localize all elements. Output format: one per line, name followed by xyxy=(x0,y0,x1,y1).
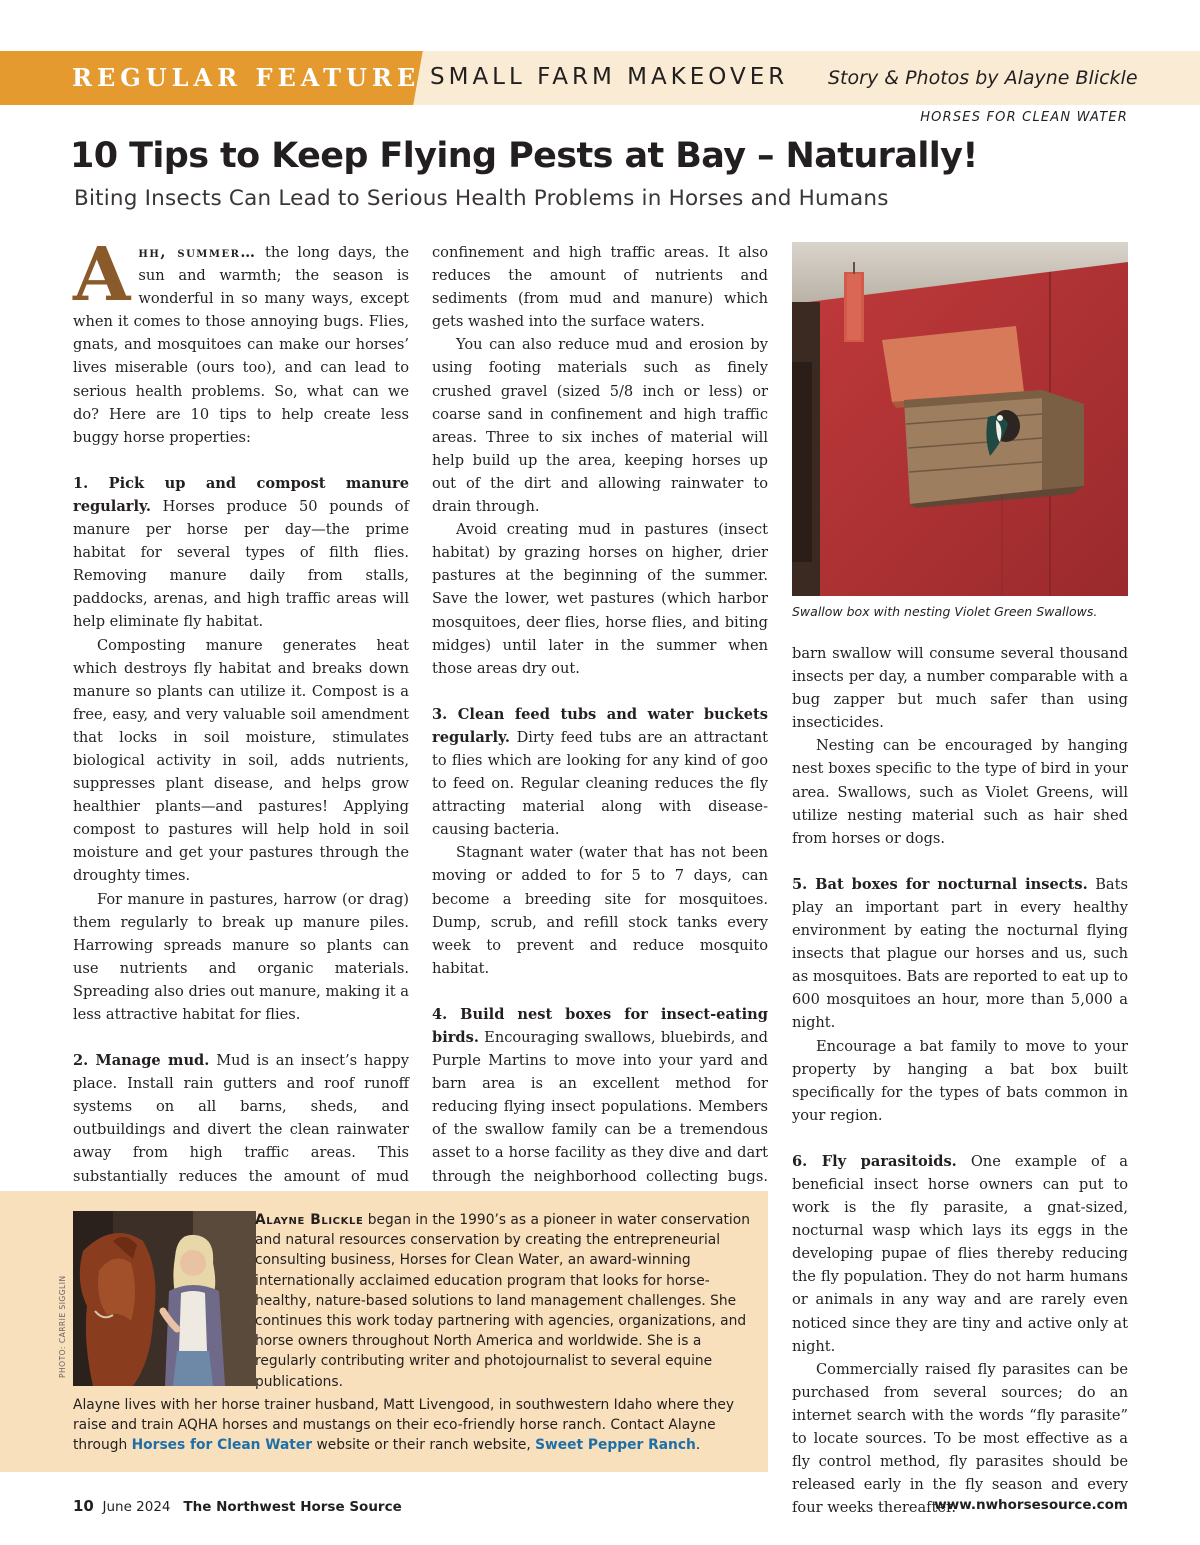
publication-name: The Northwest Horse Source xyxy=(183,1499,402,1515)
author-contact-end: . xyxy=(695,1437,701,1454)
article-title: 10 Tips to Keep Flying Pests at Bay – Naturally! xyxy=(70,136,978,176)
regular-feature-label: REGULAR FEATURE xyxy=(72,63,421,92)
swallow-box-photo xyxy=(792,242,1128,596)
article-subtitle: Biting Insects Can Lead to Serious Health Problems in Horses and Humans xyxy=(74,186,889,211)
page-footer xyxy=(73,1497,402,1515)
photo-credit: PHOTO: CARRIE SIGGLIN xyxy=(58,1275,67,1378)
tip-2-heading: 2. Manage mud. xyxy=(73,1052,210,1070)
horses-for-clean-water-link[interactable]: Horses for Clean Water xyxy=(131,1437,313,1454)
intro-paragraph xyxy=(73,232,410,449)
swallow-continuation-paragraph: barn swallow will consume several thousand insects per day, a number comparable with a bug zapper but much safer than using insecticides. xyxy=(792,645,1128,732)
section-tag: HORSES FOR CLEAN WATER xyxy=(920,110,1128,125)
mud-continuation-paragraph: confinement and high traffic areas. It also reduces the amount of nutrients and sediments (from mud and manure) which gets washed into the surface waters. xyxy=(432,244,768,331)
stagnant-water-paragraph: Stagnant water (water that has not been moving or added to for 5 to 7 days, can become a breeding site for mosquitoes. Dump, scrub, and refill stock tanks every week to prevent and reduce mosquito habitat. xyxy=(432,844,768,977)
series-title: SMALL FARM MAKEOVER xyxy=(430,64,789,90)
tip-4-paragraph xyxy=(432,1003,768,1211)
website-url[interactable]: www.nwhorsesource.com xyxy=(934,1497,1128,1513)
tip-2-text: Mud is an insect’s happy place. Install rain gutters and roof runoff systems on all barns, sheds, and outbuildings and divert the clean rainwater away from high traffic areas. This substantially reduces the amount of mud xyxy=(73,1052,409,1185)
tip-4-heading: 4. Build nest boxes for insect-eating birds. xyxy=(432,1005,768,1046)
sweet-pepper-ranch-link[interactable]: Sweet Pepper Ranch xyxy=(535,1437,696,1454)
tip-3-text: Dirty feed tubs are an attractant to flies which are looking for any kind of goo to feed on. Regular cleaning reduces the fly attracting material along with disease-causing bacteria. xyxy=(432,728,768,839)
issue-date: June 2024 xyxy=(102,1499,171,1515)
tip-6-paragraph xyxy=(792,1150,1128,1358)
tip-1-harrow-paragraph: For manure in pastures, harrow (or drag) them regularly to break up manure piles. Harrowing spreads manure so plants can use nutrients and organic materials. Spreading also dries out manure, making it a less attractive habitat for flies. xyxy=(73,890,409,1023)
tip-5-text: Bats play an important part in every healthy environment by eating the nocturnal flying insects that plague our horses and us, such as mosquitoes. Bats are reported to eat up to 600 mosquitoes an hour, more than 5,000 a night. xyxy=(792,875,1128,1032)
photo-caption: Swallow box with nesting Violet Green Swallows. xyxy=(792,604,1098,619)
tip-5-paragraph xyxy=(792,873,1128,1035)
author-bio xyxy=(255,1210,755,1392)
tip-6-text: One example of a beneficial insect horse owners can put to work is the fly parasite, a gnat-sized, nocturnal wasp which lays its eggs in the developing pupae of flies thereby reducing the fly population. They do not harm humans or animals in any way and are rarely even noticed since they are tiny and active only at night. xyxy=(792,1152,1128,1355)
tip-6-heading: 6. Fly parasitoids. xyxy=(792,1152,957,1170)
nesting-paragraph: Nesting can be encouraged by hanging nest boxes specific to the type of bird in your area. Swallows, such as Violet Greens, will utilize nesting material such as hair shed from horses or dogs. xyxy=(792,737,1128,847)
tip-5-heading: 5. Bat boxes for nocturnal insects. xyxy=(792,875,1088,893)
author-photo xyxy=(73,1211,256,1386)
author-contact xyxy=(73,1395,763,1456)
article-column-1 xyxy=(73,232,410,1211)
page-number: 10 xyxy=(73,1497,94,1515)
article-column-3 xyxy=(792,642,1128,1519)
author-contact-text-2: website or their ranch website, xyxy=(312,1437,536,1454)
article-column-2 xyxy=(432,241,768,1211)
fly-parasite-paragraph: Commercially raised fly parasites can be purchased from several sources; do an internet search with the words “fly parasite” to locate sources. To be most effective as a fly control method, fly parasites should be released early in the fly season and every four weeks thereafter. xyxy=(792,1360,1128,1517)
tip-1-text: Horses produce 50 pounds of manure per horse per day—the prime habitat for several types of filth flies. Removing manure daily from stalls, paddocks, arenas, and high traffic areas will help eliminate fly habitat. xyxy=(73,497,409,631)
author-bio-text: began in the 1990’s as a pioneer in water conservation and natural resources conservation by creating the entrepreneurial consulting business, Horses for Clean Water, an award-winning internationally acclaimed education program that looks for horse-healthy, nature-based solutions to land management challenges. She continues this work today partnering with agencies, organizations, and horse owners throughout North America and worldwide. She is a regularly contributing writer and photojournalist to several equine publications. xyxy=(255,1212,750,1390)
bat-family-paragraph: Encourage a bat family to move to your property by hanging a bat box built specifically for the types of bats common in your region. xyxy=(792,1037,1128,1124)
tip-3-paragraph xyxy=(432,703,768,842)
tip-1-paragraph xyxy=(73,472,409,634)
intro-lead-in: hh, summer… xyxy=(138,244,257,261)
tip-4-text: Encouraging swallows, bluebirds, and Purple Martins to move into your yard and barn area is an excellent method for reducing flying insect populations. Members of the swallow family can be a tremendous asset to a horse facility as they dive and dart through the neighborhood collecting bugs. xyxy=(432,1029,768,1185)
author-contact-text: Alayne lives with her horse trainer husband, Matt Livengood, in southwestern Idaho where they raise and train AQHA horses and mustangs on their eco-friendly horse ranch. Contact Alayne through xyxy=(73,1397,735,1454)
author-name: Alayne Blickle xyxy=(255,1212,364,1228)
tip-1-compost-paragraph: Composting manure generates heat which destroys fly habitat and breaks down manure so plants can utilize it. Compost is a free, easy, and very valuable soil amendment that locks in soil moisture, stimulates biological activity in soil, adds nutrients, suppresses plant disease, and helps grow healthier plants—and pastures! Applying compost to pastures will help hold in soil moisture and get your pastures through the droughty times. xyxy=(73,636,409,885)
tip-3-heading: 3. Clean feed tubs and water buckets regularly. xyxy=(432,705,768,746)
footing-paragraph: You can also reduce mud and erosion by using footing materials such as finely crushed gravel (sized 5/8 inch or less) or coarse sand in confinement and high traffic areas. Three to six inches of material will help build up the area, keeping horses up out of the dirt and allowing rainwater to drain through. xyxy=(432,336,768,516)
drop-cap: A xyxy=(73,232,131,318)
tip-1-heading: 1. Pick up and compost manure regularly. xyxy=(73,474,409,515)
pasture-paragraph: Avoid creating mud in pastures (insect habitat) by grazing horses on higher, drier pastures at the beginning of the summer. Save the lower, wet pastures (which harbor mosquitoes, deer flies, horse flies, and biting midges) until later in the summer when those areas dry out. xyxy=(432,521,768,677)
feature-header-band xyxy=(0,51,1200,105)
intro-text: the long days, the sun and warmth; the season is wonderful in so many ways, except when it comes to those annoying bugs. Flies, gnats, and mosquitoes can make our horses’ lives miserable (ours too), and can lead to serious health problems. So, what can we do? Here are 10 tips to help create less buggy horse properties: xyxy=(73,244,410,446)
tip-2-paragraph xyxy=(73,1049,409,1211)
byline: Story & Photos by Alayne Blickle xyxy=(828,67,1138,89)
